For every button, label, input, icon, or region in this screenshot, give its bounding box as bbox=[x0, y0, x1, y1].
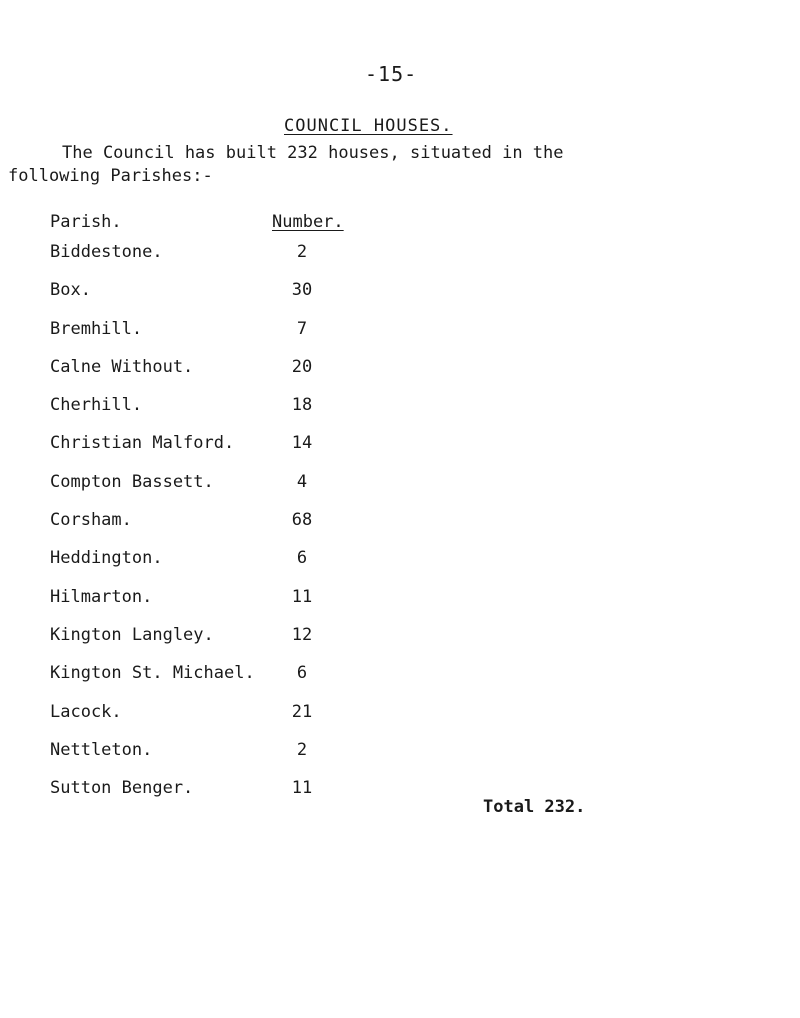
parish-name: Compton Bassett. bbox=[50, 471, 214, 492]
house-count: 4 bbox=[296, 471, 308, 492]
table-row bbox=[50, 548, 610, 586]
parish-name: Nettleton. bbox=[50, 739, 153, 760]
intro-line-1: The Council has built 232 houses, situated in the bbox=[62, 143, 564, 163]
page-number: -15- bbox=[365, 62, 418, 86]
house-count: 30 bbox=[291, 280, 313, 301]
total-label: Total 232. bbox=[483, 797, 586, 817]
parish-name: Cherhill. bbox=[50, 395, 143, 416]
table-row bbox=[50, 395, 610, 433]
parish-table bbox=[50, 242, 610, 816]
house-count: 20 bbox=[291, 356, 313, 377]
page-title: COUNCIL HOUSES. bbox=[284, 116, 453, 136]
table-row bbox=[50, 472, 610, 510]
table-row bbox=[50, 433, 610, 471]
table-row bbox=[50, 280, 610, 318]
table-row bbox=[50, 242, 610, 280]
house-count: 6 bbox=[296, 663, 308, 684]
parish-name: Christian Malford. bbox=[50, 433, 235, 454]
number-column-header: Number. bbox=[272, 212, 344, 232]
table-row bbox=[50, 625, 610, 663]
parish-name: Sutton Benger. bbox=[50, 778, 194, 799]
parish-name: Lacock. bbox=[50, 701, 122, 722]
parish-name: Biddestone. bbox=[50, 242, 163, 262]
parish-name: Corsham. bbox=[50, 510, 132, 531]
parish-column-header: Parish. bbox=[50, 212, 122, 232]
house-count: 6 bbox=[296, 548, 308, 569]
intro-line-2: following Parishes:- bbox=[8, 166, 213, 186]
parish-name: Kington Langley. bbox=[50, 624, 214, 645]
table-row bbox=[50, 702, 610, 740]
house-count: 11 bbox=[291, 778, 313, 799]
parish-name: Heddington. bbox=[50, 548, 163, 569]
table-row bbox=[50, 663, 610, 701]
house-count: 2 bbox=[296, 242, 308, 262]
table-row bbox=[50, 587, 610, 625]
table-row bbox=[50, 510, 610, 548]
house-count: 14 bbox=[291, 433, 313, 454]
parish-name: Box. bbox=[50, 280, 91, 301]
house-count: 18 bbox=[291, 395, 313, 416]
house-count: 7 bbox=[296, 318, 308, 339]
table-row bbox=[50, 357, 610, 395]
table-row bbox=[50, 319, 610, 357]
house-count: 2 bbox=[296, 739, 308, 760]
table-row bbox=[50, 740, 610, 778]
house-count: 21 bbox=[291, 701, 313, 722]
house-count: 68 bbox=[291, 510, 313, 531]
parish-name: Hilmarton. bbox=[50, 586, 153, 607]
parish-name: Bremhill. bbox=[50, 318, 143, 339]
house-count: 12 bbox=[291, 624, 313, 645]
house-count: 11 bbox=[291, 586, 313, 607]
parish-name: Kington St. Michael. bbox=[50, 663, 255, 684]
parish-name: Calne Without. bbox=[50, 356, 194, 377]
